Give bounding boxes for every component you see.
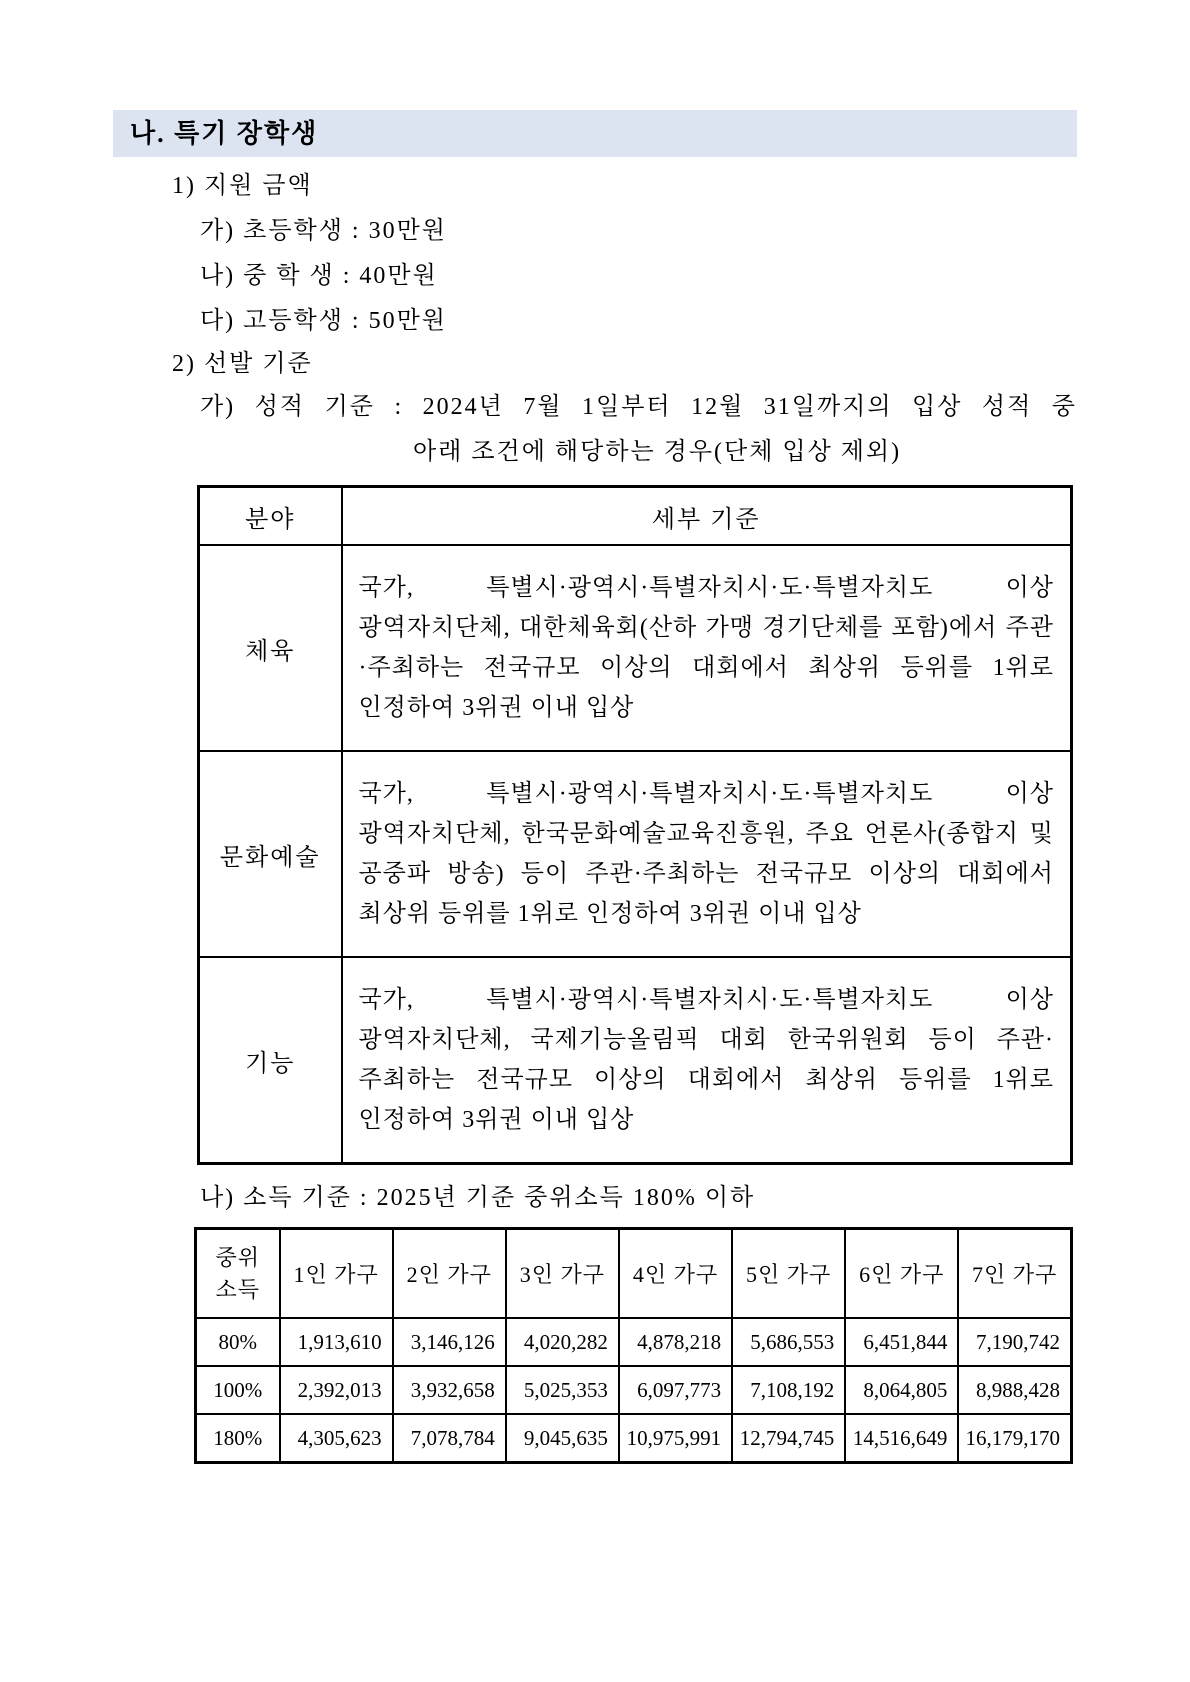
income-value: 9,045,635	[506, 1414, 619, 1463]
income-table-row-100	[196, 1366, 1072, 1414]
income-value: 16,179,170	[958, 1414, 1071, 1463]
income-header-5-person: 5인 가구	[732, 1229, 845, 1319]
grade-criteria-line2: 아래 조건에 해당하는 경우(단체 입상 제외)	[413, 439, 902, 465]
criteria-table	[197, 485, 1073, 1165]
income-rate-label: 100%	[196, 1366, 280, 1414]
income-value: 3,146,126	[393, 1318, 506, 1366]
income-value: 10,975,991	[619, 1414, 732, 1463]
income-value: 14,516,649	[845, 1414, 958, 1463]
income-header-7-person: 7인 가구	[958, 1229, 1071, 1319]
selection-criteria-heading: 2) 선발 기준	[172, 351, 313, 377]
income-value: 4,020,282	[506, 1318, 619, 1366]
income-value: 5,025,353	[506, 1366, 619, 1414]
income-table-header-row	[196, 1229, 1072, 1319]
criteria-field-label: 문화예술	[199, 751, 342, 957]
income-header-3-person: 3인 가구	[506, 1229, 619, 1319]
criteria-detail-text: 국가, 특별시·광역시·특별자치시·도·특별자치도 이상 광역자치단체, 국제기능올림픽 대회 한국위원회 등이 주관·주최하는 전국규모 이상의 대회에서 최상위 등위를 1위로 인정하여 3위권 이내 입상	[342, 957, 1072, 1164]
income-table-row-80	[196, 1318, 1072, 1366]
income-criteria-heading: 나) 소득 기준 : 2025년 기준 중위소득 180% 이하	[200, 1185, 756, 1211]
criteria-table-header-row	[199, 487, 1072, 546]
income-value: 4,878,218	[619, 1318, 732, 1366]
section-header-bar	[113, 110, 1077, 157]
income-table	[194, 1227, 1073, 1464]
criteria-detail-text: 국가, 특별시·광역시·특별자치시·도·특별자치도 이상 광역자치단체, 한국문화예술교육진흥원, 주요 언론사(종합지 및 공중파 방송) 등이 주관·주최하는 전국규모 이상의 대회에서 최상위 등위를 1위로 인정하여 3위권 이내 입상	[342, 751, 1072, 957]
income-value: 7,190,742	[958, 1318, 1071, 1366]
income-value: 8,988,428	[958, 1366, 1071, 1414]
support-amount-item-middle: 나) 중 학 생 : 40만원	[200, 263, 438, 289]
support-amount-heading: 1) 지원 금액	[172, 173, 313, 199]
income-header-1-person: 1인 가구	[280, 1229, 393, 1319]
income-header-4-person: 4인 가구	[619, 1229, 732, 1319]
section-header-title: 나. 특기 장학생	[130, 119, 319, 148]
criteria-table-header-detail: 세부 기준	[342, 487, 1072, 546]
income-rate-label: 180%	[196, 1414, 280, 1463]
income-header-6-person: 6인 가구	[845, 1229, 958, 1319]
criteria-table-row-culture-arts	[199, 751, 1072, 957]
income-value: 2,392,013	[280, 1366, 393, 1414]
income-header-2-person: 2인 가구	[393, 1229, 506, 1319]
income-value: 12,794,745	[732, 1414, 845, 1463]
income-value: 8,064,805	[845, 1366, 958, 1414]
income-value: 6,097,773	[619, 1366, 732, 1414]
income-table-row-180	[196, 1414, 1072, 1463]
income-rate-label: 80%	[196, 1318, 280, 1366]
grade-criteria-line1: 가) 성적 기준 : 2024년 7월 1일부터 12월 31일까지의 입상 성적 중	[200, 394, 1077, 420]
income-value: 6,451,844	[845, 1318, 958, 1366]
income-header-median-income: 중위소득	[196, 1229, 280, 1319]
income-value: 1,913,610	[280, 1318, 393, 1366]
support-amount-item-elementary: 가) 초등학생 : 30만원	[200, 218, 447, 244]
support-amount-item-high: 다) 고등학생 : 50만원	[200, 308, 447, 334]
criteria-table-row-skills	[199, 957, 1072, 1164]
income-value: 4,305,623	[280, 1414, 393, 1463]
criteria-table-header-field: 분야	[199, 487, 342, 546]
criteria-field-label: 체육	[199, 545, 342, 751]
criteria-field-label: 기능	[199, 957, 342, 1164]
criteria-detail-text: 국가, 특별시·광역시·특별자치시·도·특별자치도 이상 광역자치단체, 대한체육회(산하 가맹 경기단체를 포함)에서 주관·주최하는 전국규모 이상의 대회에서 최상위 등위를 1위로 인정하여 3위권 이내 입상	[342, 545, 1072, 751]
income-value: 7,108,192	[732, 1366, 845, 1414]
criteria-table-row-sports	[199, 545, 1072, 751]
income-value: 7,078,784	[393, 1414, 506, 1463]
income-value: 5,686,553	[732, 1318, 845, 1366]
income-value: 3,932,658	[393, 1366, 506, 1414]
